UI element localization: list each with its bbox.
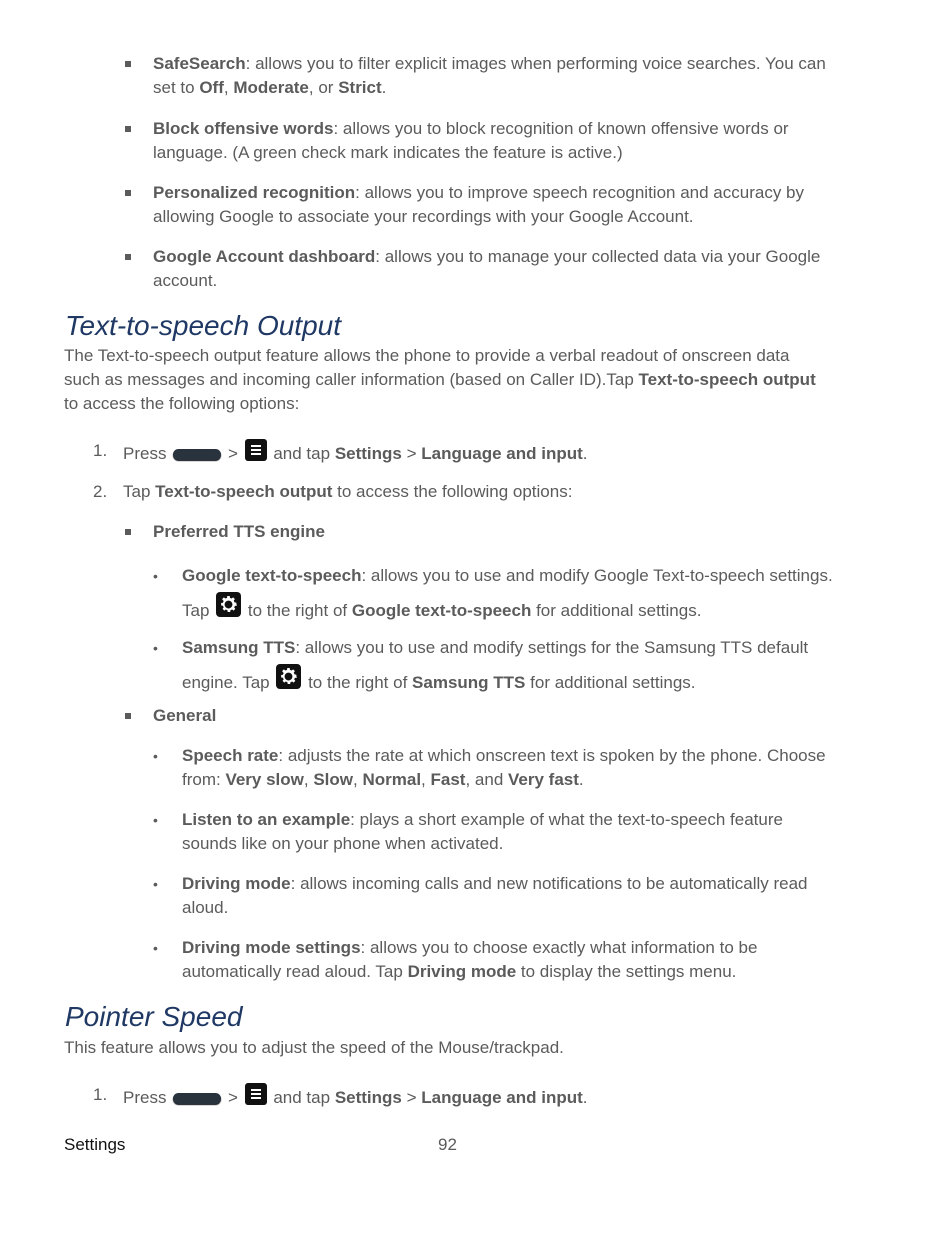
page-number: 92 (438, 1135, 457, 1154)
square-bullet-icon (125, 61, 131, 67)
term: SafeSearch (153, 54, 246, 73)
gear-icon (276, 664, 301, 689)
bullet-general: General (153, 704, 843, 728)
bullet-safesearch: SafeSearch: allows you to filter explicit images when performing voice searches. You can set to Off, Moderate, or Strict. (153, 52, 843, 100)
square-bullet-icon (125, 126, 131, 132)
bullet-listen-example: • Listen to an example: plays a short example of what the text-to-speech feature sounds like on your phone when activated. (153, 810, 783, 853)
square-bullet-icon (125, 254, 131, 260)
square-bullet-icon (125, 529, 131, 535)
home-key-icon (173, 449, 221, 460)
tts-intro: The Text-to-speech output feature allows the phone to provide a verbal readout of onscreen data such as messages and incoming caller information (based on Caller ID).Tap Text-to-speech output to access the following options: (64, 346, 816, 413)
bullet-driving-mode: • Driving mode: allows incoming calls and new notifications to be automatically read aloud. (153, 874, 808, 917)
tts-step-2: 2. Tap Text-to-speech output to access the following options: (93, 482, 573, 501)
pointer-intro: This feature allows you to adjust the speed of the Mouse/trackpad. (64, 1038, 564, 1057)
pointer-step-1: 1. Press > and tap Settings > Language and input. (93, 1085, 588, 1107)
footer-section: Settings (64, 1135, 126, 1154)
square-bullet-icon (125, 713, 131, 719)
bullet-speech-rate: • Speech rate: adjusts the rate at which onscreen text is spoken by the phone. Choose from: Very slow, Slow, Normal, Fast, and Very fast. (153, 746, 826, 789)
bullet-google-tts: • Google text-to-speech: allows you to use and modify Google Text-to-speech settings. Tap to the right of Google text-to-speech for additional settings. (153, 566, 833, 620)
bullet-driving-settings: • Driving mode settings: allows you to choose exactly what information to be automatically read aloud. Tap Driving mode to display the settings menu. (153, 938, 758, 981)
bullet-preferred-tts: Preferred TTS engine (153, 520, 843, 544)
square-bullet-icon (125, 190, 131, 196)
bullet-samsung-tts: • Samsung TTS: allows you to use and modify settings for the Samsung TTS default engine. Tap to the right of Samsung TTS for additional settings. (153, 638, 809, 692)
pointer-heading: Pointer Speed (65, 1001, 243, 1032)
bullet-dashboard: Google Account dashboard: allows you to manage your collected data via your Google account. (153, 245, 843, 293)
menu-key-icon (245, 439, 267, 461)
home-key-icon (173, 1093, 221, 1104)
bullet-block-offensive: Block offensive words: allows you to block recognition of known offensive words or language. (A green check mark indicates the feature is active.) (153, 117, 843, 165)
tts-step-1: 1. Press > and tap Settings > Language and input. (93, 441, 588, 463)
gear-icon (216, 592, 241, 617)
menu-key-icon (245, 1083, 267, 1105)
tts-heading: Text-to-speech Output (65, 310, 342, 341)
bullet-personalized: Personalized recognition: allows you to improve speech recognition and accuracy by allowing Google to associate your recordings with your Google Account. (153, 181, 843, 229)
